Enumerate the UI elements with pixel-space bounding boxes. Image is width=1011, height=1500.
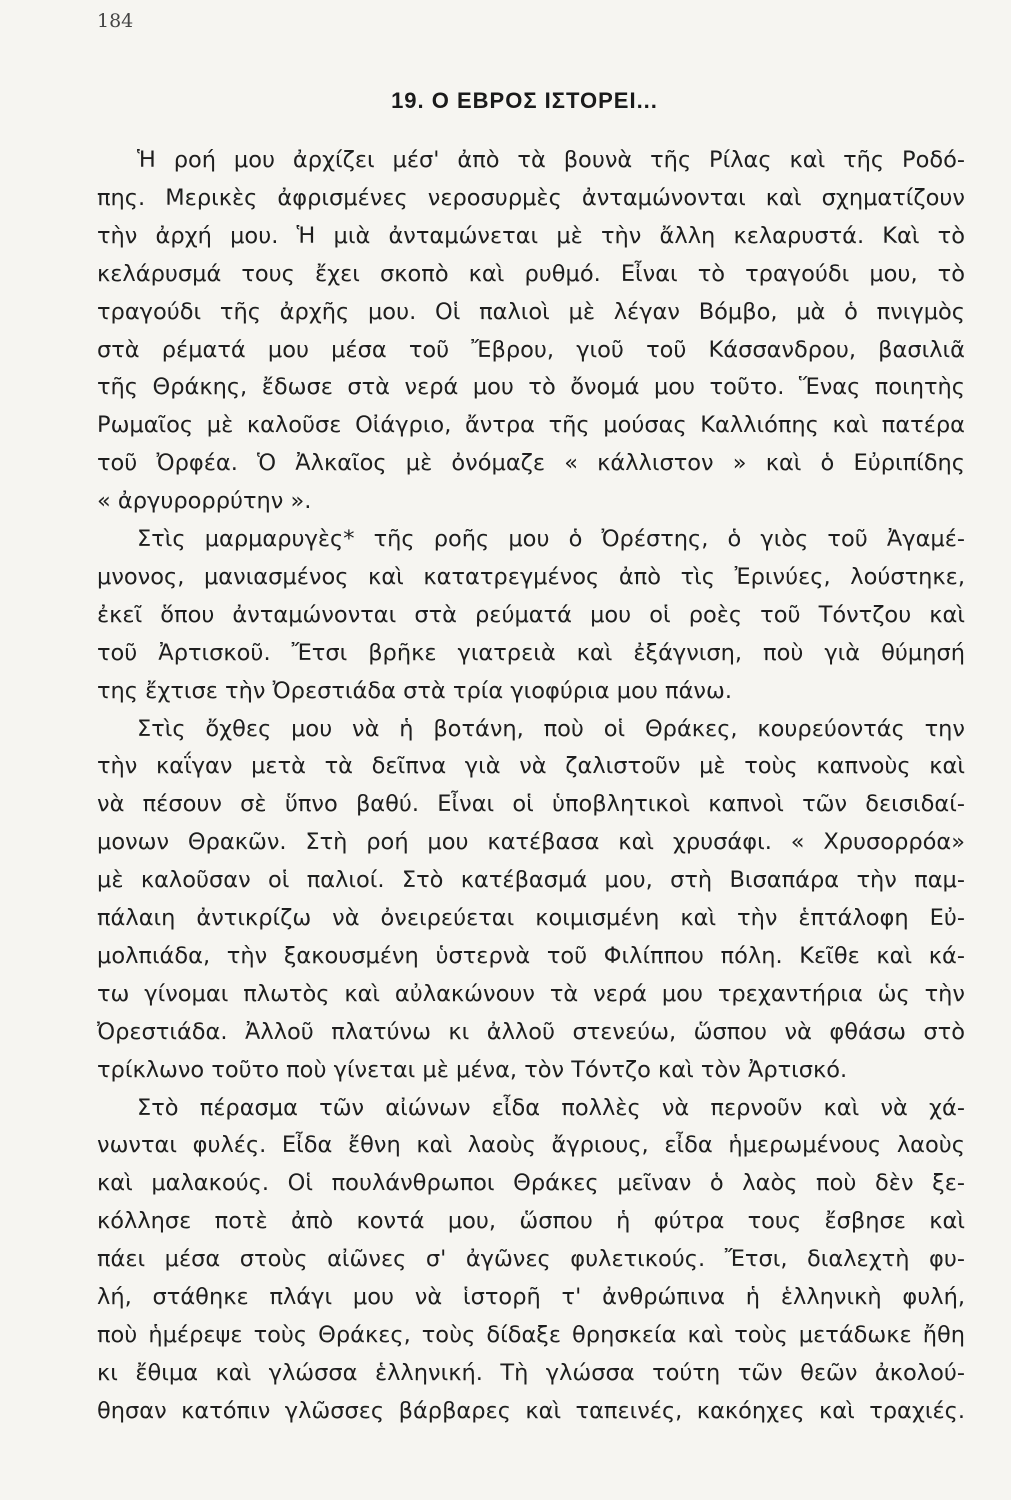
text-line: τὴν ἀρχή μου. Ἡ μιὰ ἀνταμώνεται μὲ τὴν ἄλλη κελαρυστά. Καὶ τὸ (97, 222, 965, 249)
text-line: ποὺ ἡμέρεψε τοὺς Θράκες, τοὺς δίδαξε θρησκεία καὶ τοὺς μετάδωκε ἤθη (97, 1321, 965, 1348)
text-line: κελάρυσμά τους ἔχει σκοπὸ καὶ ρυθμό. Εἶναι τὸ τραγούδι μου, τὸ (97, 260, 965, 287)
text-line: μολπιάδα, τὴν ξακουσμένη ὑστερνὰ τοῦ Φιλίππου πόλη. Κεῖθε καὶ κά- (97, 942, 965, 969)
text-line: τραγούδι τῆς ἀρχῆς μου. Οἱ παλιοὶ μὲ λέγαν Βόμβο, μὰ ὁ πνιγμὸς (97, 298, 965, 325)
text-line: τῆς Θράκης, ἔδωσε στὰ νερά μου τὸ ὄνομά μου τοῦτο. Ἕνας ποιητὴς (97, 374, 965, 401)
text-line: κι ἔθιμα καὶ γλώσσα ἑλληνική. Τὴ γλώσσα τούτη τῶν θεῶν ἀκολού- (97, 1359, 965, 1386)
text-line: τοῦ Ὀρφέα. Ὁ Ἀλκαῖος μὲ ὀνόμαζε « κάλλιστον » καὶ ὁ Εὐριπίδης (97, 450, 965, 477)
text-line: Ἡ ροή μου ἀρχίζει μέσ' ἀπὸ τὰ βουνὰ τῆς Ρίλας καὶ τῆς Ροδό- (137, 147, 965, 173)
text-line: πάει μέσα στοὺς αἰῶνες σ' ἀγῶνες φυλετικούς. Ἔτσι, διαλεχτὴ φυ- (97, 1246, 965, 1273)
text-line: τρίκλωνο τοῦτο ποὺ γίνεται μὲ μένα, τὸν Τόντζο καὶ τὸν Ἀρτισκό. (97, 1056, 848, 1083)
text-line: ἐκεῖ ὅπου ἀνταμώνονται στὰ ρεύματά μου οἱ ροὲς τοῦ Τόντζου καὶ (97, 601, 965, 628)
text-line: στὰ ρέματά μου μέσα τοῦ Ἔβρου, γιοῦ τοῦ Κάσσανδρου, βασιλιᾶ (97, 336, 965, 363)
text-line: τοῦ Ἀρτισκοῦ. Ἔτσι βρῆκε γιατρειὰ καὶ ἐξάγνιση, ποὺ γιὰ θύμησή (97, 639, 965, 666)
text-line: Στὸ πέρασμα τῶν αἰώνων εἶδα πολλὲς νὰ περνοῦν καὶ νὰ χά- (137, 1094, 965, 1121)
page-number: 184 (97, 10, 134, 32)
text-line: μονων Θρακῶν. Στὴ ροή μου κατέβασα καὶ χρυσάφι. « Χρυσορρόα» (97, 829, 965, 856)
text-line: νὰ πέσουν σὲ ὕπνο βαθύ. Εἶναι οἱ ὑποβλητικοὶ καπνοὶ τῶν δεισιδαί- (97, 791, 965, 818)
text-line: μνονος, μανιασμένος καὶ κατατρεγμένος ἀπὸ τὶς Ἐρινύες, λούστηκε, (97, 563, 965, 590)
text-line: τω γίνομαι πλωτὸς καὶ αὐλακώνουν τὰ νερά μου τρεχαντήρια ὡς τὴν (97, 980, 965, 1007)
text-line: τὴν καΐγαν μετὰ τὰ δεῖπνα γιὰ νὰ ζαλιστοῦν μὲ τοὺς καπνοὺς καὶ (97, 753, 965, 780)
chapter-title: 19. Ο ΕΒΡΟΣ ΙΣΤΟΡΕΙ... (391, 88, 658, 113)
text-line: λή, στάθηκε πλάγι μου νὰ ἱστορῆ τ' ἀνθρώπινα ἡ ἑλληνικὴ φυλή, (97, 1284, 965, 1310)
text-line: Ὀρεστιάδα. Ἀλλοῦ πλατύνω κι ἀλλοῦ στενεύω, ὥσπου νὰ φθάσω στὸ (97, 1018, 965, 1045)
text-line: κόλλησε ποτὲ ἀπὸ κοντά μου, ὥσπου ἡ φύτρα τους ἔσβησε καὶ (97, 1208, 965, 1235)
text-line: Στὶς ὄχθες μου νὰ ἡ βοτάνη, ποὺ οἱ Θράκες, κουρεύοντάς την (137, 715, 965, 742)
text-line: νωνται φυλές. Εἶδα ἔθνη καὶ λαοὺς ἄγριους, εἶδα ἡμερωμένους λαοὺς (97, 1132, 965, 1159)
text-line: καὶ μαλακούς. Οἱ πουλάνθρωποι Θράκες μεῖναν ὁ λαὸς ποὺ δὲν ξε- (97, 1170, 965, 1197)
text-line: « ἀργυρορρύτην ». (97, 488, 312, 515)
text-line: πάλαιη ἀντικρίζω νὰ ὀνειρεύεται κοιμισμένη καὶ τὴν ἑπτάλοφη Εὐ- (97, 905, 965, 931)
text-line: θησαν κατόπιν γλῶσσες βάρβαρες καὶ ταπεινές, κακόηχες καὶ τραχιές. (97, 1397, 965, 1424)
text-line: Στὶς μαρμαρυγὲς* τῆς ροῆς μου ὁ Ὀρέστης, ὁ γιὸς τοῦ Ἀγαμέ- (137, 526, 965, 552)
text-line: πης. Μερικὲς ἀφρισμένες νεροσυρμὲς ἀνταμώνονται καὶ σχηματίζουν (97, 184, 965, 211)
text-line: μὲ καλοῦσαν οἱ παλιοί. Στὸ κατέβασμά μου, στὴ Βισαπάρα τὴν παμ- (97, 867, 965, 894)
text-line: της ἔχτισε τὴν Ὀρεστιάδα στὰ τρία γιοφύρια μου πάνω. (97, 677, 732, 704)
text-line: Ρωμαῖος μὲ καλοῦσε Οἰάγριο, ἄντρα τῆς μούσας Καλλιόπης καὶ πατέρα (97, 412, 965, 439)
